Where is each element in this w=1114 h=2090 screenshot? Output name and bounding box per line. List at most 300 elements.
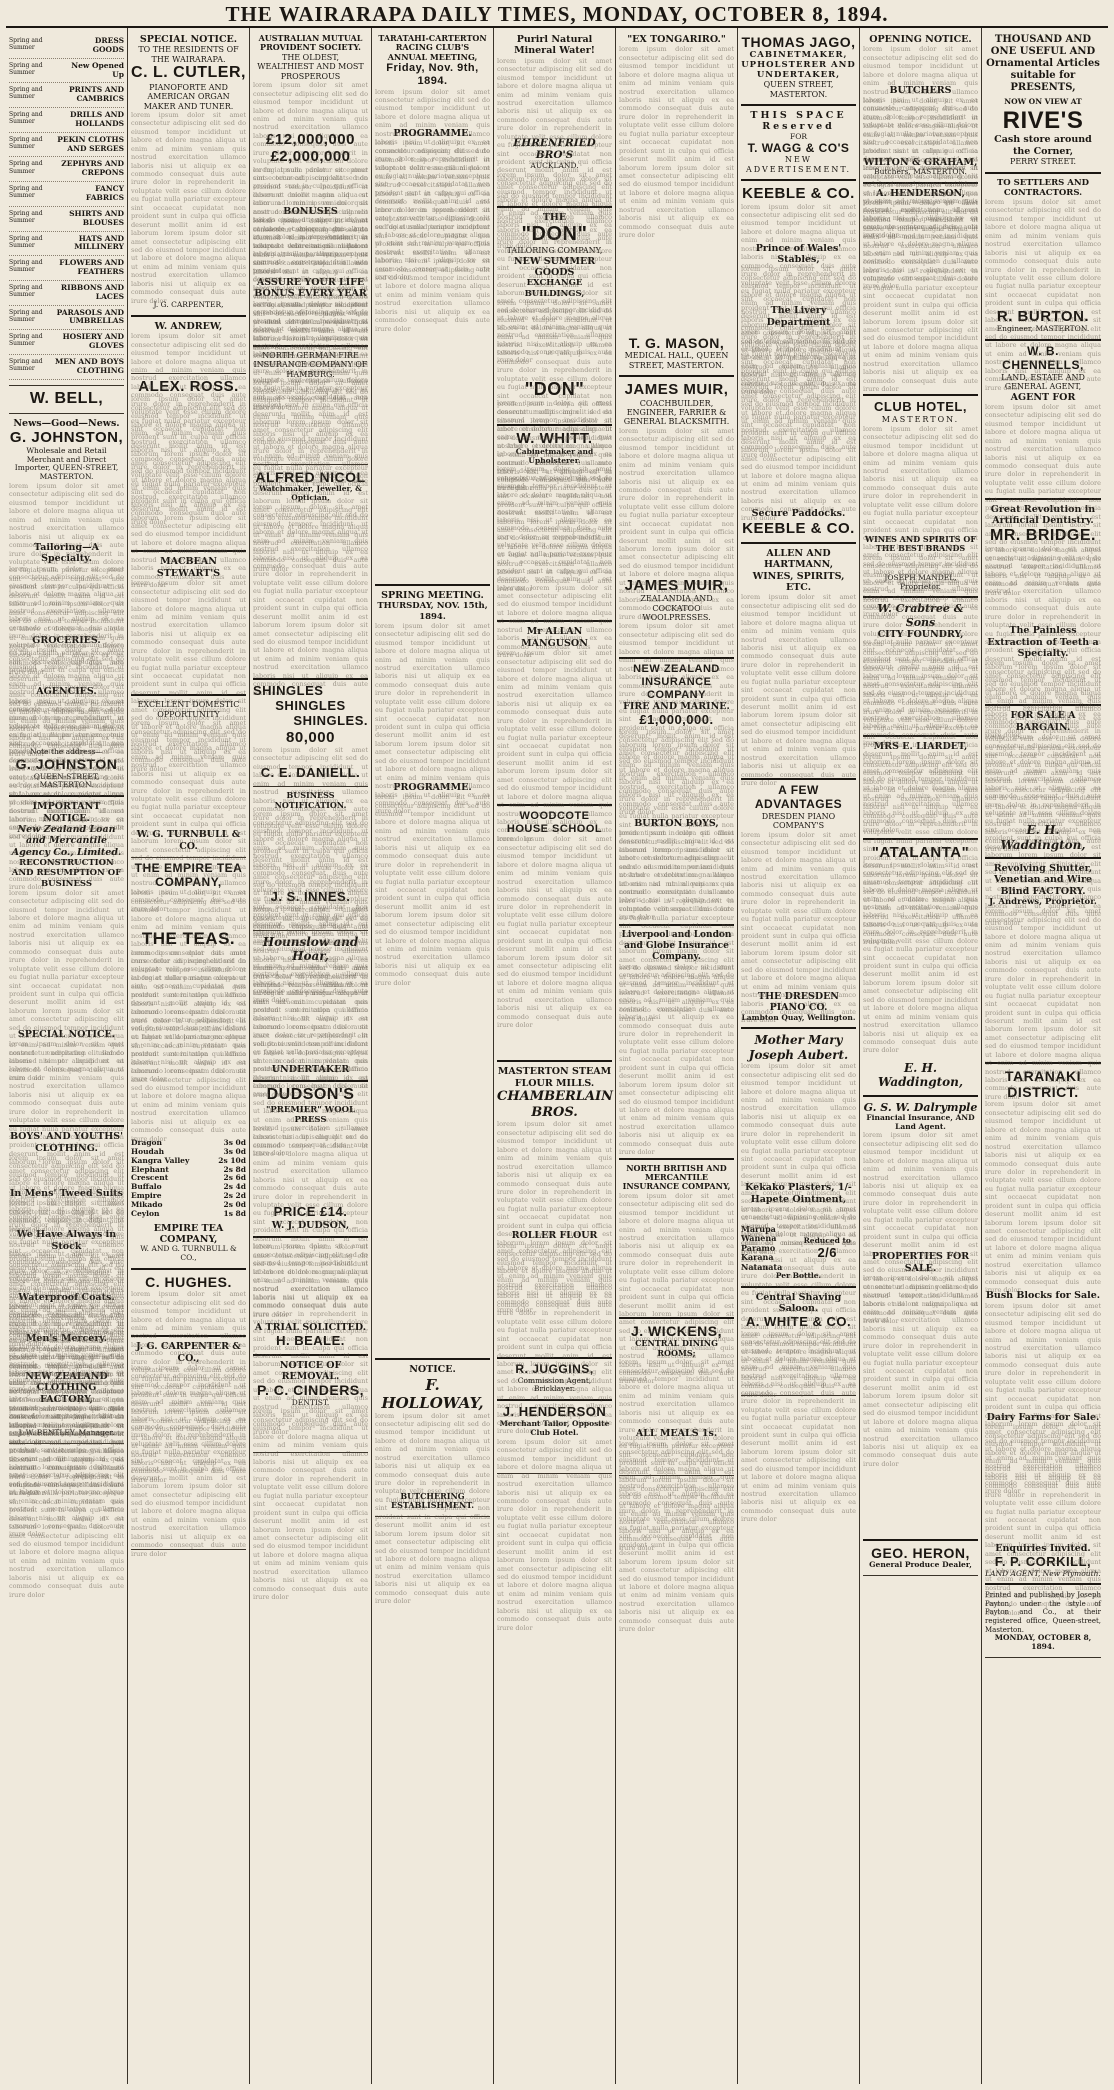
carpenter-sign: J. G. CARPENTER, <box>153 299 224 309</box>
body-text <box>375 622 490 782</box>
racing-ad <box>375 30 490 586</box>
chamberlain-ad <box>497 1062 612 1358</box>
nicol-subtitle: Watchmaker, Jeweller, & Optician, <box>259 484 362 503</box>
keeble-name-2: KEEBLE & CO. <box>742 519 855 537</box>
body-text <box>619 728 734 818</box>
body-text <box>9 1040 124 1120</box>
body-text <box>375 139 490 579</box>
settlers: TO SETTLERS AND CONTRACTORS. <box>996 177 1089 198</box>
notice: NOTICE. <box>409 1364 456 1376</box>
dress-goods-ad <box>9 30 124 386</box>
body-text <box>863 554 978 574</box>
body-text <box>253 1125 368 1205</box>
tea-price: 2s 2d <box>223 1191 246 1201</box>
dress-goods-line <box>9 232 124 257</box>
dudson-name: DUDSON'S <box>266 1086 355 1104</box>
bentley-manager: J. W. BENTLEY, Manager. <box>18 1428 115 1438</box>
andrew-ad <box>131 317 246 374</box>
price-26: 2/6 <box>817 1244 838 1260</box>
undertaker: UNDERTAKER <box>271 1063 350 1075</box>
empire-title: THE EMPIRE TEA COMPANY, <box>134 860 243 889</box>
dress-goods-line <box>9 133 124 158</box>
ross-ad <box>131 374 246 552</box>
notice-of-removal: NOTICE OF REMOVAL. <box>279 1359 342 1383</box>
tongariro-ad <box>619 30 734 377</box>
dress-item: PRINTS AND CAMBRICS <box>68 85 124 104</box>
dress-item: DRILLS AND HOLLANDS <box>70 110 124 128</box>
tea-price: 2s 6d <box>223 1173 246 1183</box>
tea-price: 1s 8d <box>223 1208 246 1218</box>
allen-hartmann: ALLEN AND HARTMANN, <box>763 547 834 571</box>
roller-flour: ROLLER FLOUR <box>511 1230 598 1242</box>
body-text <box>863 753 978 833</box>
body-text <box>9 698 124 748</box>
tea-price: 3s 0d <box>223 1138 246 1148</box>
manguson-ad <box>497 622 612 806</box>
cutler-name: C. L. CUTLER, <box>131 64 246 82</box>
body-text <box>497 399 612 419</box>
body-text <box>497 1242 612 1352</box>
whitt-name: W. WHITT. <box>516 430 593 448</box>
dress-season: Spring and Summer <box>9 209 43 224</box>
dress-season: Spring and Summer <box>9 86 43 101</box>
dress-season: Spring and Summer <box>9 308 43 323</box>
wagg-subtitle: NEW ADVERTISEMENT. <box>745 155 852 174</box>
body-text <box>253 217 368 277</box>
carpenter-name: J. G. CARPENTER & CO., <box>136 1341 241 1364</box>
body-text <box>741 593 856 773</box>
nzloan-title: New Zealand Loan and Mercantile Agency Co., Limited. <box>11 824 122 858</box>
body-text <box>619 45 734 335</box>
muir-name-2: JAMES MUIR, <box>624 576 729 594</box>
body-text <box>131 719 246 829</box>
empire-tea-ad <box>131 858 246 1270</box>
column-4 <box>372 28 494 2084</box>
body-text <box>863 425 978 535</box>
special-notice: SPECIAL NOTICE. <box>17 1028 116 1040</box>
imprint-date: MONDAY, OCTOBER 8, 1894. <box>994 1633 1092 1651</box>
don-tailoring: TAILORING COMPANY, <box>506 246 603 256</box>
body-text <box>863 1131 978 1251</box>
to-residents: TO THE RESIDENTS OF THE WAIRARAPA. <box>138 45 239 64</box>
tea-row <box>131 1210 246 1219</box>
body-text <box>253 166 368 206</box>
liardet-name: MRS E. LIARDET, <box>873 741 968 753</box>
ehrenfried: EHRENFRIED BRO'S <box>513 136 596 162</box>
body-text <box>497 465 612 615</box>
taranaki-title: TARANAKI DISTRICT. <box>1004 1068 1082 1101</box>
mineral-water-ad <box>497 30 612 208</box>
heron-subtitle: General Produce Dealer, <box>869 1560 972 1570</box>
north-german-title: NORTH GERMAN FIRE INSURANCE COMPANY OF HAMBURG. <box>253 350 368 379</box>
body-text <box>9 482 124 542</box>
butchers: BUTCHERS <box>889 85 952 97</box>
club-hotel: CLUB HOTEL, <box>874 399 967 415</box>
spring-date: THURSDAY, NOV. 15th, 1894. <box>377 601 488 622</box>
dress-item: ZEPHYRS AND CREPONS <box>61 159 124 178</box>
columns <box>6 28 1108 2084</box>
corkill-subtitle: LAND AGENT, New Plymouth. <box>985 1568 1101 1578</box>
always-in-stock: We Have Always in Stock <box>16 1229 117 1252</box>
bridge-name: MR. BRIDGE. <box>990 526 1096 544</box>
body-text <box>253 1407 368 1447</box>
perry-street: PERRY STREET. <box>1009 157 1077 167</box>
dalrymple-subtitle: Financial Insurance, AND Land Agent. <box>866 1112 975 1131</box>
body-text <box>497 1120 612 1230</box>
bush-blocks: Bush Blocks for Sale. <box>985 1290 1101 1302</box>
dress-item: RIBBONS AND LACES <box>60 282 124 301</box>
body-text <box>985 907 1101 1057</box>
capital: £1,000,000. <box>639 711 714 727</box>
agencies-heading: AGENCIES. <box>36 686 97 698</box>
aubert-ad <box>741 1029 856 1288</box>
dress-season: Spring and Summer <box>9 135 43 150</box>
atalanta-title: "ATALANTA" <box>871 843 970 861</box>
body-text <box>863 1274 978 1534</box>
shaving-saloon: Central Shaving Saloon. <box>755 1292 842 1315</box>
trial-solicited: A TRIAL SOLICITED. <box>254 1322 367 1334</box>
hounslow-name: Hounslow and Hoar, <box>262 935 359 964</box>
shingles-1: SHINGLES <box>253 682 324 698</box>
business-notification: BUSINESS NOTIFICATION. <box>274 789 347 810</box>
city-foundry: CITY FOUNDRY, <box>877 628 964 640</box>
spring-meeting-ad <box>375 586 490 1360</box>
masthead: THE WAIRARAPA DAILY TIMES, MONDAY, OCTOBER 8, 1894. <box>6 0 1108 28</box>
waddington-name-2: E. H. Waddington, <box>1000 823 1086 852</box>
column-6 <box>616 28 738 2084</box>
waddington-name: E. H. Waddington, <box>877 1060 964 1090</box>
teas-heading: THE TEAS. <box>141 929 236 949</box>
daniell-name: C. E. DANIELL. <box>260 765 361 781</box>
purirl-title: Purirl Natural Mineral Water! <box>514 34 595 57</box>
body-text <box>253 810 368 890</box>
body-text <box>497 171 612 201</box>
liverpool-title: Liverpool and London and Globe Insurance Company. <box>621 930 732 962</box>
turnbull-name: W. G. TURNBULL & CO. <box>136 829 241 852</box>
body-text <box>253 379 368 459</box>
remedy-name: Paramo <box>741 1242 776 1253</box>
body-text <box>741 831 856 991</box>
dress-goods-line <box>9 330 124 355</box>
body-text <box>497 1438 612 1468</box>
body-text <box>619 1192 734 1312</box>
column-7 <box>738 28 860 2084</box>
body-text <box>741 1330 856 1390</box>
body-text <box>9 1345 124 1371</box>
keeble-name: KEEBLE & CO. <box>742 185 855 203</box>
dalrymple-ad <box>863 1097 978 1542</box>
dress-goods-line <box>9 256 124 281</box>
tea-name: Empire <box>131 1191 162 1201</box>
remedy-name: Karana <box>741 1252 774 1263</box>
keeble-ad <box>741 181 856 543</box>
body-text <box>985 659 1101 699</box>
now-on-view: NOW ON VIEW AT <box>1004 97 1082 106</box>
whitt-subtitle: Cabinetmaker and Upholsterer. <box>515 446 594 465</box>
summer-goods: NEW SUMMER GOODS <box>513 255 596 279</box>
amp-funds: £12,000,000 <box>266 131 355 149</box>
body-text <box>131 332 246 368</box>
amp-assure: ASSURE YOUR LIFE <box>256 277 365 289</box>
hapete: Hapete Ointment, <box>750 1193 847 1205</box>
programme: PROGRAMME. <box>393 127 472 139</box>
body-text <box>9 565 124 635</box>
beale-name: H. BEALE. <box>276 1332 345 1348</box>
shutter-factory: Revolving Shutter, Venetian and Wire Blind FACTORY. <box>993 862 1093 897</box>
dress-goods-line <box>9 355 124 380</box>
body-text <box>9 1303 124 1333</box>
amp-bonus: BONUS EVERY YEAR <box>254 288 367 300</box>
dress-item: PEKIN CLOTHS AND SERGES <box>57 134 124 153</box>
shingles-3: SHINGLES. <box>293 712 368 728</box>
clothing-ad <box>9 1127 124 1444</box>
column-3 <box>250 28 372 2084</box>
column-8 <box>860 28 982 2084</box>
tea-price: 2s 4d <box>223 1182 246 1192</box>
wines-of-best: WINES AND SPIRITS OF THE BEST BRANDS <box>864 533 977 554</box>
prince-of-wales: Prince of Wales' Stables, <box>755 242 842 265</box>
corkill-name: F. P. CORKILL, <box>994 1553 1092 1569</box>
body-text <box>985 733 1101 823</box>
taranaki-ad <box>985 1064 1101 1585</box>
body-text <box>253 81 368 131</box>
groceries-heading: GROCERIES. <box>32 634 101 646</box>
exchange-buildings: EXCHANGE BUILDINGS, <box>524 278 585 299</box>
dresden-sign: THE DRESDEN PIANO CO. <box>758 990 839 1014</box>
body-text <box>741 328 856 508</box>
nz-clothing-factory: NEW ZEALAND CLOTHING FACTORY, <box>25 1370 108 1405</box>
revolution: Great Revolution in Artificial Dentistry. <box>990 503 1096 527</box>
few-advantages: A FEW ADVANTAGES <box>754 783 843 812</box>
enquiries: Enquiries Invited. <box>995 1543 1091 1555</box>
andrew-name: W. ANDREW, <box>154 320 223 332</box>
atalanta-ad <box>863 840 978 1097</box>
amp-oldest: THE OLDEST, WEALTHIEST AND MOST PROSPEROUS <box>257 52 364 81</box>
racing-date: Friday, Nov. 9th, 1894. <box>386 62 479 87</box>
don-title: "DON" <box>521 223 588 246</box>
dress-goods-line <box>9 182 124 207</box>
agent-for: AGENT FOR <box>1010 391 1076 403</box>
dairy-farms: Dairy Farms for Sale. <box>986 1411 1100 1423</box>
body-text <box>619 963 734 1153</box>
shingles-count: 80,000 <box>286 728 335 746</box>
body-text <box>619 829 734 919</box>
dress-item: New Opened Up <box>71 60 124 79</box>
amp-income: £2,000,000 <box>270 148 351 166</box>
mason-subtitle: MEDICAL HALL, QUEEN STREET, MASTERTON. <box>624 351 729 370</box>
holloway-name: F. HOLLOWAY, <box>381 1375 484 1412</box>
dress-goods-line <box>9 108 124 133</box>
mother-aubert: Mother Mary Joseph Aubert. <box>748 1033 849 1062</box>
heron-ad <box>863 1541 978 1576</box>
bell-ad <box>9 386 124 414</box>
muir-name: JAMES MUIR, <box>624 381 729 399</box>
tea-price: 3s 0d <box>223 1146 246 1156</box>
programme-2: PROGRAMME. <box>393 781 472 793</box>
tea-name: Elephant <box>131 1164 169 1174</box>
waterproof-coats: Waterproof Coats. <box>18 1292 115 1304</box>
henderson-name: J. HENDERSON <box>502 1404 607 1420</box>
body-text <box>9 1252 124 1292</box>
body-text <box>131 395 246 545</box>
the: THE <box>542 211 567 223</box>
for: FOR <box>790 131 807 141</box>
chamberlain-name: CHAMBERLAIN BROS. <box>497 1089 613 1120</box>
wickens-name: J. WICKENS, <box>630 1322 723 1339</box>
body-text <box>741 265 856 305</box>
johnston-subtitle: Wholesale and Retail Merchant and Direct Importer, QUEEN-STREET, MASTERTON. <box>14 445 119 482</box>
dress-season: Spring and Summer <box>9 357 43 373</box>
allen-ad <box>741 544 856 781</box>
opening-notice: OPENING NOTICE. <box>869 34 972 45</box>
dresden-title: DRESDEN PIANO COMPANY'S <box>761 811 836 831</box>
bell-name: W. BELL, <box>29 389 104 407</box>
beale-ad <box>253 1238 368 1355</box>
hughes-ad <box>131 1270 246 1337</box>
dress-item: HOSIERY AND GLOVES <box>62 332 124 351</box>
dining-rooms: CENTRAL DINING ROOMS; <box>635 1337 718 1358</box>
juggins-subtitle: Commission Agent, Bricklayer. <box>517 1375 592 1394</box>
rive-ad <box>985 30 1101 174</box>
space-reserved: THIS SPACE Reserved <box>750 110 847 133</box>
body-text <box>863 640 978 730</box>
wagg-name: T. WAGG & CO'S <box>747 140 850 155</box>
butchering: BUTCHERING ESTABLISHMENT. <box>390 1490 475 1511</box>
tongariro-title: "EX TONGARIRO." <box>627 34 726 45</box>
dalrymple-name: G. S. W. Dalrymple <box>863 1100 978 1114</box>
andrews-proprietor: J. Andrews, Proprietor. <box>989 897 1097 908</box>
special-notice: SPECIAL NOTICE. <box>139 34 238 45</box>
tea-price-list <box>131 1139 246 1219</box>
body-text <box>131 949 246 1139</box>
body-text <box>741 1205 856 1225</box>
heron-name: GEO. HERON, <box>871 1545 970 1562</box>
manguson-name: Mr ALLAN MANGUSON <box>521 626 588 649</box>
dress-goods-line <box>9 83 124 108</box>
amp-title: AUSTRALIAN MUTUAL PROVIDENT SOCIETY. <box>258 33 363 53</box>
dress-item: FLOWERS AND FEATHERS <box>59 258 124 277</box>
burton-name: R. BURTON. <box>996 308 1090 326</box>
jago-ad <box>741 30 856 106</box>
hughes-name: C. HUGHES. <box>145 1274 232 1291</box>
crabtree-name: W. Crabtree & Sons <box>877 602 964 629</box>
juggins-name: R. JUGGINS, <box>515 1361 594 1376</box>
all-meals: ALL MEALS 1s. <box>635 1428 718 1440</box>
jago-name: THOMAS JAGO, <box>741 34 856 50</box>
body-text <box>131 579 246 689</box>
column-5 <box>494 28 616 2084</box>
remedy-name: Marupa <box>741 1223 776 1234</box>
fire-and-marine: FIRE AND MARINE. <box>623 701 730 713</box>
wines-spirits: WINES, SPIRITS, ETC. <box>752 570 845 593</box>
dress-goods-line <box>9 59 124 84</box>
johnston-ad <box>9 414 124 797</box>
turnbull-sign: W. AND G. TURNBULL & CO., <box>140 1244 237 1263</box>
holloway-ad <box>375 1360 490 1517</box>
tea-name: Mikado <box>131 1199 163 1209</box>
nicol-name: ALFRED NICOL <box>255 469 366 486</box>
white-name: A. WHITE & CO. <box>745 1313 852 1329</box>
body-text <box>375 88 490 128</box>
tea-name: Crescent <box>131 1173 169 1183</box>
body-text <box>985 403 1101 493</box>
body-text <box>619 1358 734 1428</box>
dress-item: SHIRTS AND BLOUSES <box>69 208 124 227</box>
chennells-subtitle: LAND, ESTATE AND GENERAL AGENT, <box>1001 372 1085 392</box>
body-text <box>497 57 612 137</box>
dress-season: Spring and Summer <box>9 160 43 175</box>
mason-name: T. G. MASON, <box>628 335 725 352</box>
amp-ad <box>253 30 368 347</box>
masterton-flour: MASTERTON STEAM FLOUR MILLS. <box>497 1066 612 1089</box>
body-text <box>131 111 246 301</box>
dress-goods-line <box>9 34 124 59</box>
burton-subtitle: Engineer, MASTERTON. <box>996 324 1090 334</box>
body-text <box>985 1302 1101 1412</box>
north-british-title: NORTH BRITISH AND MERCANTILE INSURANCE COMPANY, <box>622 1162 731 1192</box>
auckland: AUCKLAND. <box>530 160 579 170</box>
remedy-name: Wanena <box>741 1233 777 1244</box>
dress-goods-line <box>9 207 124 232</box>
body-text <box>253 905 368 925</box>
tailoring-heading: Tailoring—A Specialty. <box>34 542 99 565</box>
note-address: Note the address— <box>30 746 103 756</box>
cutler-subtitle: PIANOFORTE AND AMERICAN ORGAN MAKER AND TUNER. <box>143 82 234 111</box>
printer-imprint: Printed and published by Joseph Payton, under the style of Payton and Co., at their registered office, Queen-street, Masterton. <box>985 1591 1101 1634</box>
dress-goods-line <box>9 281 124 306</box>
north-british-ad <box>619 1160 734 1319</box>
reconstruction-heading: RECONSTRUCTION AND RESUMPTION OF BUSINESS <box>11 858 122 889</box>
kekako: Kekako Plasters, 1/- <box>745 1182 852 1194</box>
tea-name: Kangra Valley <box>131 1155 190 1165</box>
johnston-address: QUEEN-STREET, MASTERTON. <box>33 771 100 790</box>
wilton-graham: WILTON & GRAHAM, <box>863 156 978 168</box>
body-text <box>863 199 978 389</box>
a-henderson: A. HENDERSON, <box>876 188 965 200</box>
important-notice: IMPORTANT NOTICE. <box>32 801 101 824</box>
dudson-price: PRICE £14. <box>273 1204 348 1220</box>
body-text <box>9 889 124 1029</box>
muir-ad <box>619 377 734 659</box>
dress-season: Spring and Summer <box>9 259 43 274</box>
body-text <box>619 1440 734 1470</box>
remedy-name: Natanata <box>741 1261 783 1272</box>
woodcote-name: WOODCOTE HOUSE SCHOOL <box>506 810 603 835</box>
body-text <box>985 1423 1101 1543</box>
dress-item: HATS AND MILLINERY <box>74 233 124 252</box>
tea-name: Buffalo <box>131 1182 162 1192</box>
dress-item: FANCY FABRICS <box>85 184 124 202</box>
burton-ad <box>985 174 1101 341</box>
rive-name: RIVE'S <box>1002 106 1084 134</box>
column-9 <box>982 28 1104 2084</box>
body-text <box>985 545 1101 625</box>
dress-season: Spring and Summer <box>9 37 43 52</box>
body-text <box>253 300 368 340</box>
johnston-name: G. JOHNSTON, <box>9 429 124 447</box>
opportunity-ad <box>131 696 246 858</box>
muir-subtitle: COACHBUILDER, ENGINEER, FARRIER & GENERAL BLACKSMITH. <box>623 398 730 427</box>
body-text <box>9 1199 124 1229</box>
ross-name: ALEX. ROSS. <box>138 378 239 396</box>
wilton-subtitle: Butchers, MASTERTON. <box>874 167 967 177</box>
for-sale-bargain: FOR SALE A BARGAIN. <box>1010 710 1076 733</box>
news-heading: News—Good—News. <box>13 418 120 430</box>
body-text <box>741 1062 856 1182</box>
dress-season: Spring and Summer <box>9 111 43 126</box>
wagg-ad <box>741 106 856 181</box>
body-text <box>985 198 1101 308</box>
